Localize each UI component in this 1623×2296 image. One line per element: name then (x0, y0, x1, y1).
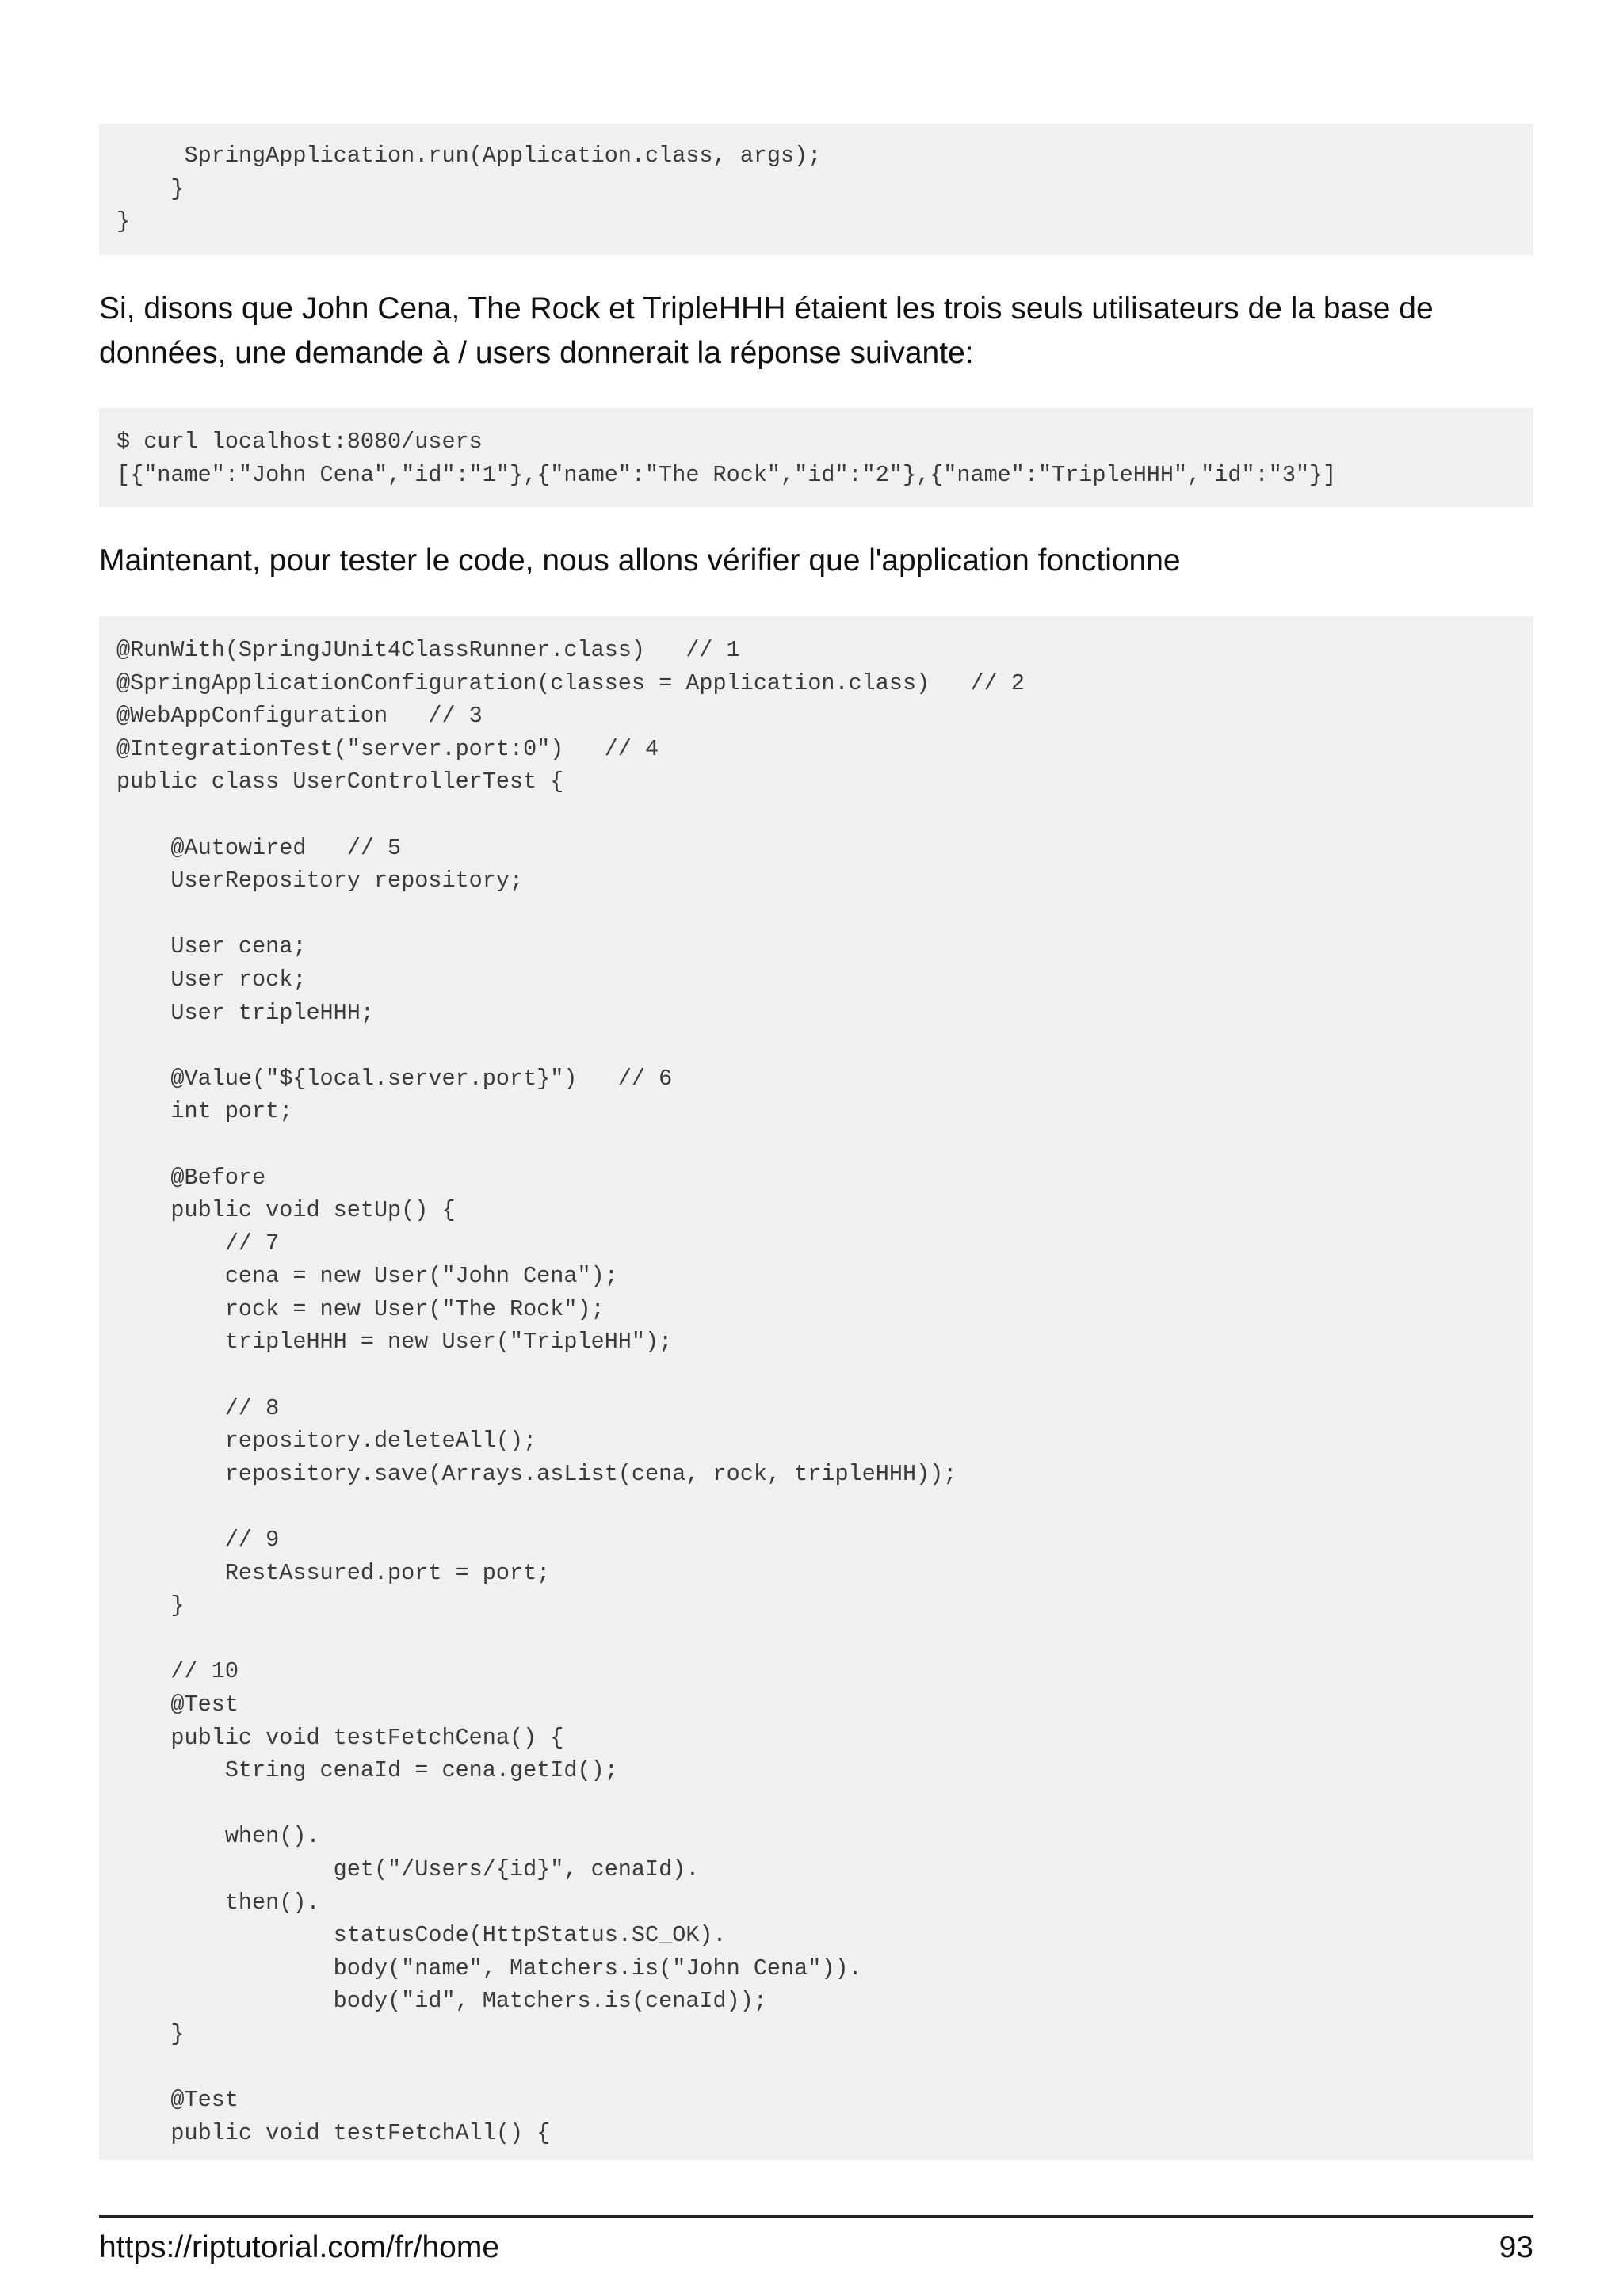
code-line: public void testFetchAll() { (116, 2119, 551, 2146)
code-line: User tripleHHH; (116, 999, 374, 1026)
code-line: get("/Users/{id}", cenaId). (116, 1855, 700, 1882)
code-line: // 9 (116, 1527, 280, 1554)
code-line: public void testFetchCena() { (116, 1724, 564, 1751)
code-line: RestAssured.port = port; (116, 1559, 551, 1586)
code-block-spring-main (99, 124, 1533, 255)
code-line: } (116, 175, 185, 202)
footer-url-link[interactable]: https://riptutorial.com/fr/home (99, 2230, 500, 2264)
code-line: [{"name":"John Cena","id":"1"},{"name":"The Rock","id":"2"},{"name":"TripleHHH","id":"3"}] (116, 461, 1337, 488)
code-line: $ curl localhost:8080/users (116, 429, 483, 455)
code-block-user-controller-test (99, 616, 1533, 2160)
code-line: @Autowired // 5 (116, 834, 402, 861)
code-line: @Value("${local.server.port}") // 6 (116, 1065, 673, 1092)
code-line (116, 1029, 1516, 1062)
code-line: cena = new User("John Cena"); (116, 1263, 618, 1290)
code-line: rock = new User("The Rock"); (116, 1295, 605, 1322)
code-line: User cena; (116, 933, 307, 960)
code-line (116, 1490, 1516, 1524)
code-line: int port; (116, 1098, 293, 1125)
code-line: repository.save(Arrays.asList(cena, rock, tripleHHH)); (116, 1460, 957, 1487)
code-line (116, 799, 1516, 832)
code-line: } (116, 208, 131, 235)
code-line: } (116, 1592, 185, 1619)
code-line: @RunWith(SpringJUnit4ClassRunner.class) // 1 (116, 637, 740, 663)
code-line: repository.deleteAll(); (116, 1428, 537, 1455)
code-line: body("name", Matchers.is("John Cena")). (116, 1955, 862, 1981)
code-line: String cenaId = cena.getId(); (116, 1757, 618, 1784)
code-line: public void setUp() { (116, 1197, 456, 1224)
code-line: body("id", Matchers.is(cenaId)); (116, 1988, 767, 2015)
code-line (116, 1359, 1516, 1392)
code-line: User rock; (116, 966, 307, 993)
code-line: @SpringApplicationConfiguration(classes = Application.class) // 2 (116, 669, 1025, 696)
code-line: @Before (116, 1164, 266, 1191)
code-line (116, 1128, 1516, 1161)
code-line (116, 2051, 1516, 2084)
code-line (116, 898, 1516, 931)
paragraph-users-response-intro: Si, disons que John Cena, The Rock et TripleHHH étaient les trois seuls utilisateurs de la base de données, une demande à / users donnerait la réponse suivante: (99, 292, 1434, 370)
code-line: } (116, 2020, 185, 2047)
paragraph-test-intro: Maintenant, pour tester le code, nous allons vérifier que l'application fonctionne (99, 543, 1181, 578)
code-line: then(). (116, 1889, 320, 1916)
code-line: // 7 (116, 1230, 280, 1257)
code-line: @Test (116, 1691, 239, 1718)
code-line: when(). (116, 1823, 320, 1850)
footer-divider (99, 2215, 1533, 2218)
page-number: 93 (1499, 2230, 1533, 2264)
code-line (116, 1623, 1516, 1656)
code-line: statusCode(HttpStatus.SC_OK). (116, 1922, 727, 1949)
code-line: public class UserControllerTest { (116, 769, 564, 795)
code-line: UserRepository repository; (116, 868, 524, 894)
code-line: @WebAppConfiguration // 3 (116, 703, 483, 730)
code-line: // 10 (116, 1658, 239, 1685)
code-line: tripleHHH = new User("TripleHH"); (116, 1329, 673, 1356)
code-line: @Test (116, 2087, 239, 2114)
code-line: // 8 (116, 1394, 280, 1421)
code-line (116, 1787, 1516, 1821)
code-line: @IntegrationTest("server.port:0") // 4 (116, 735, 659, 762)
code-line: SpringApplication.run(Application.class, args); (116, 143, 822, 169)
code-block-curl-output (99, 408, 1533, 507)
